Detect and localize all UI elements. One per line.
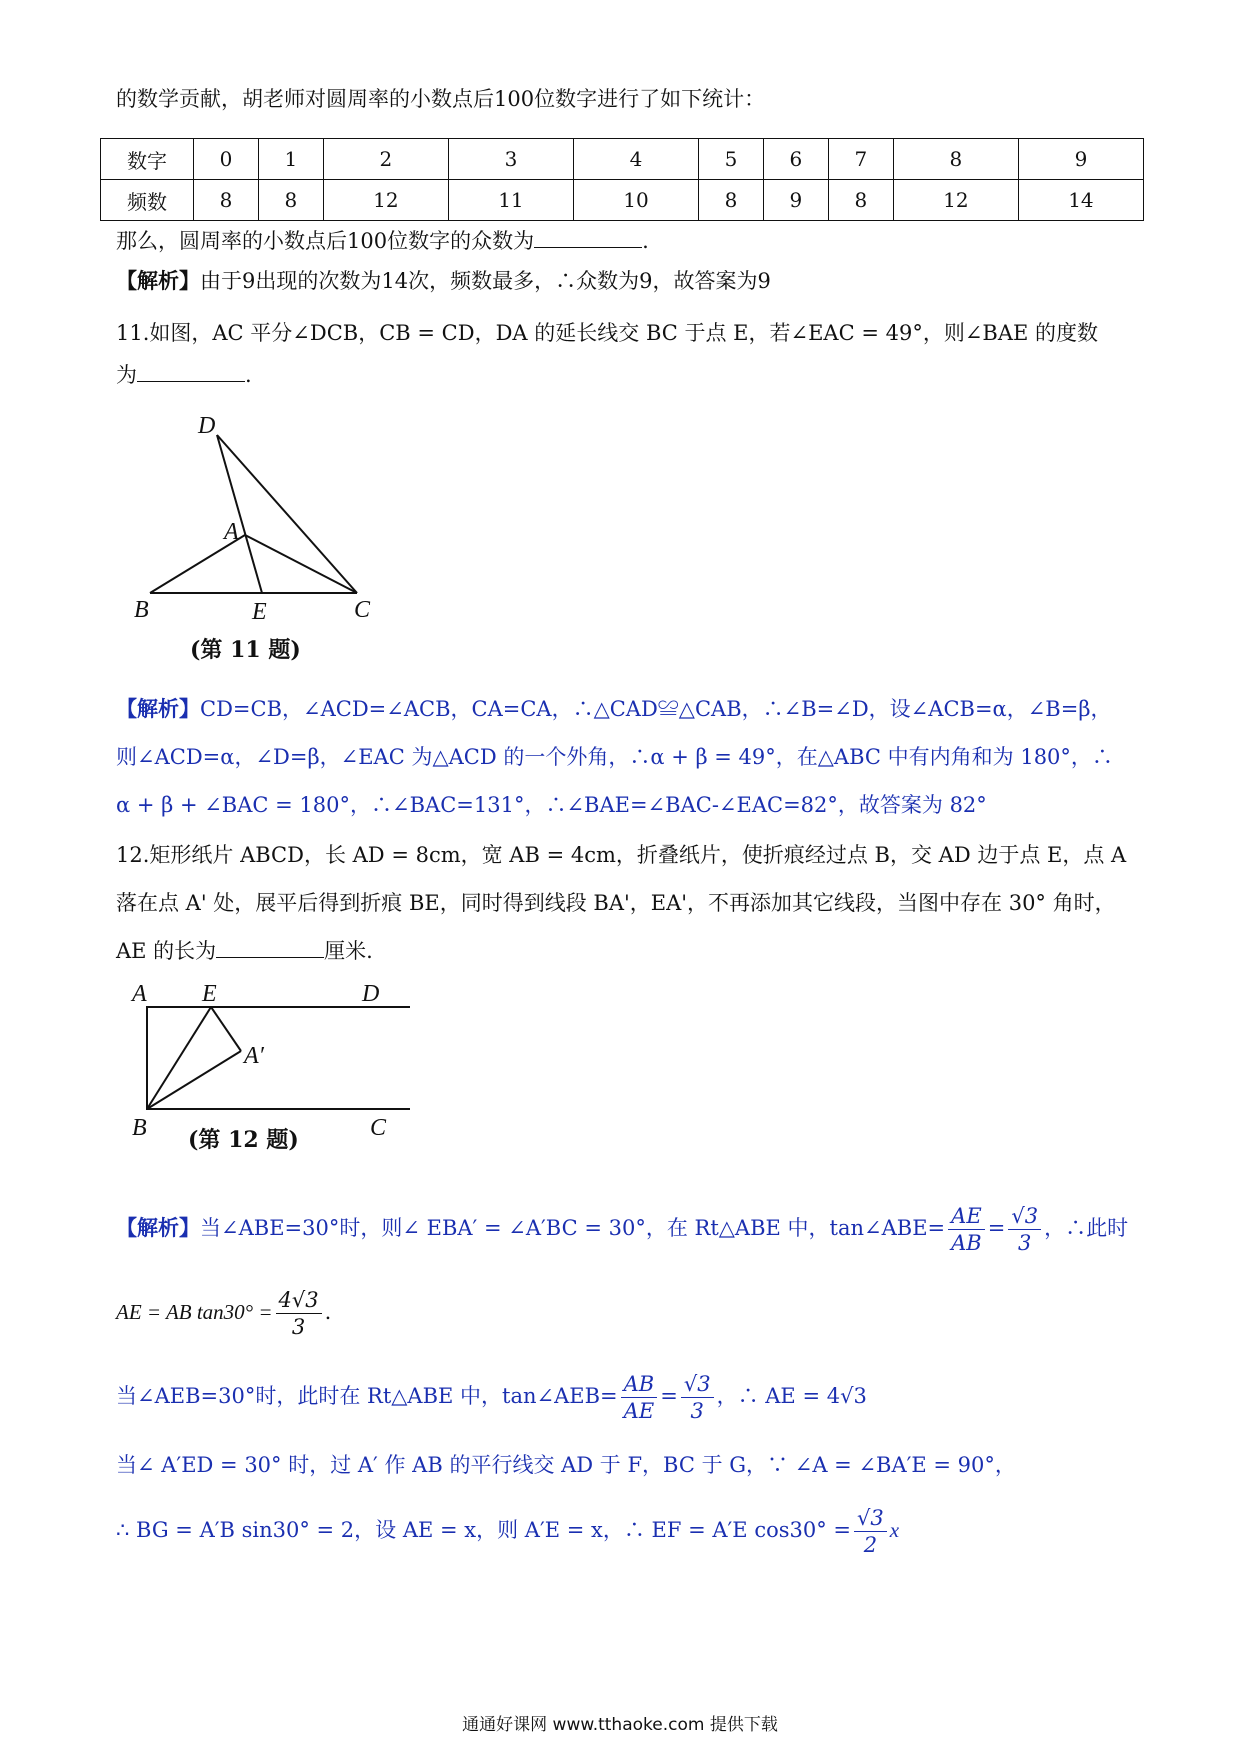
answer-blank [137,380,245,382]
fraction-denominator: 3 [1018,1231,1032,1255]
table-cell: 10 [573,180,698,221]
fraction-denominator: 3 [690,1399,704,1423]
fraction-numerator: AB [621,1371,658,1398]
q12-analysis-line4: 当∠ A′ED = 30° 时，过 A′ 作 AB 的平行线交 AD 于 F，BC 于 G，∵ ∠A = ∠BA′E = 90°， [116,1453,1016,1477]
fraction-numerator: 4√3 [276,1287,322,1314]
q10-question [116,226,649,256]
q12-question-line2: 落在点 A' 处，展平后得到折痕 BE，同时得到线段 BA'，EA'，不再添加其它线段，当图中存在 30° 角时， [116,891,1116,915]
equals-sign: = [987,1216,1006,1240]
table-row-digits [101,139,1144,180]
fraction-numerator: AE [948,1203,985,1230]
q10-analysis-text: 由于9出现的次数为14次，频数最多，∴众数为9，故答案为9 [200,269,771,293]
fraction-numerator: √3 [1008,1203,1041,1230]
q11-analysis-line3: α + β + ∠BAC = 180°，∴∠BAC=131°，∴∠BAE=∠BAC-∠EAC=82°，故答案为 82° [116,793,987,817]
fraction-numerator: √3 [854,1505,887,1532]
equals-sign: = [660,1384,678,1408]
q12-prefix: AE 的长为 [116,939,217,963]
q10-question-text: 那么，圆周率的小数点后100位数字的众数为 [116,229,535,253]
formula-ae: AE = AB tan30° = [116,1300,273,1324]
q11-question-line2 [116,360,252,390]
fraction-ae-over-ab [948,1203,985,1256]
label-a: A [132,981,147,1007]
period: . [324,1300,332,1324]
segment-ac [245,535,357,593]
fraction-denominator: AB [951,1231,982,1255]
table-cell: 0 [194,139,259,180]
table-cell: 8 [828,180,893,221]
q10-period: . [642,229,649,253]
label-b: B [134,597,149,623]
q12-analysis-text1: 当∠ABE=30°时，则∠ EBA′ = ∠A′BC = 30°，在 Rt△ABE 中，tan∠ABE= [200,1216,946,1240]
rectangle-abcd [147,1007,410,1109]
segment-de [217,435,262,593]
segment-be [147,1007,211,1109]
q10-analysis [116,266,771,296]
analysis-tag: 【解析】 [116,1215,200,1240]
table-cell: 8 [699,180,764,221]
answer-blank [216,956,324,958]
segment-ea-prime [211,1007,241,1051]
table-cell: 9 [1018,139,1143,180]
table-cell: 6 [763,139,828,180]
figure-q12 [120,975,410,1170]
label-a: A [224,519,239,545]
label-e: E [202,981,217,1007]
label-c: C [354,597,371,623]
label-b: B [132,1115,147,1141]
q12-analysis-line1 [116,1198,1128,1258]
q11-period: . [245,363,252,387]
q12-analysis-line2 [116,1282,331,1342]
segment-ba-prime [147,1051,241,1109]
intro-text: 的数学贡献，胡老师对圆周率的小数点后100位数字进行了如下统计： [116,87,766,111]
table-cell: 2 [323,139,448,180]
fraction-root3-over-2 [854,1505,887,1558]
frequency-table [100,138,1144,221]
table-cell: 8 [893,139,1018,180]
table-cell: 11 [448,180,573,221]
q12-question-line1: 12.矩形纸片 ABCD，长 AD = 8cm，宽 AB = 4cm，折叠纸片，使折痕经过点 B，交 AD 边于点 E，点 A [116,843,1127,867]
q12-analysis-line5 [116,1500,899,1560]
table-row-counts [101,180,1144,221]
table-cell: 7 [828,139,893,180]
q11-prefix: 为 [116,363,137,387]
q12-question-line3 [116,936,373,966]
label-d: D [362,981,380,1007]
q12-analysis-tail1: ，∴此时 [1044,1216,1129,1240]
table-cell: 1 [258,139,323,180]
table-cell: 12 [893,180,1018,221]
fraction-4root3-over-3 [276,1287,322,1340]
page-footer: 通通好课网 www.tthaoke.com 提供下载 [462,1715,778,1735]
fraction-denominator: 3 [291,1315,306,1339]
table-cell: 5 [699,139,764,180]
q12-unit: 厘米. [324,939,373,963]
analysis-tag: 【解析】 [116,696,200,721]
figure-caption: (第 11 题) [190,637,301,663]
table-header-digit: 数字 [101,139,194,180]
fraction-root3-over-3 [1008,1203,1041,1256]
segment-dc [217,435,357,593]
fraction-denominator: 2 [863,1533,878,1557]
table-cell: 14 [1018,180,1143,221]
figure-q11 [120,405,400,670]
label-e: E [252,599,267,625]
table-cell: 3 [448,139,573,180]
fraction-ab-over-ae [621,1371,658,1424]
variable-x: x [889,1518,900,1542]
q12-analysis-tail3: ，∴ AE = 4√3 [716,1384,867,1408]
fraction-root3-over-3 [681,1371,714,1424]
label-a-prime: A′ [244,1043,264,1069]
q12-analysis-text5: ∴ BG = A′B sin30° = 2，设 AE = x，则 A′E = x，∴ EF = A′E cos30° = [116,1518,851,1542]
table-cell: 8 [194,180,259,221]
q11-analysis-text1: CD=CB，∠ACD=∠ACB，CA=CA，∴△CAD≌△CAB，∴∠B=∠D，设∠ACB=α，∠B=β， [200,697,1112,721]
table-cell: 4 [573,139,698,180]
analysis-tag: 【解析】 [116,268,200,293]
q12-analysis-text3: 当∠AEB=30°时，此时在 Rt△ABE 中，tan∠AEB= [116,1384,618,1408]
table-cell: 9 [763,180,828,221]
fraction-numerator: √3 [681,1371,714,1398]
q11-question-line1: 11.如图，AC 平分∠DCB，CB = CD，DA 的延长线交 BC 于点 E，若∠EAC = 49°，则∠BAE 的度数 [116,321,1099,345]
table-header-frequency: 频数 [101,180,194,221]
label-c: C [370,1115,387,1141]
table-cell: 8 [258,180,323,221]
figure-caption: (第 12 题) [188,1127,299,1153]
label-d: D [198,413,216,439]
fraction-denominator: AE [623,1399,655,1423]
q11-analysis-line1 [116,694,1111,724]
answer-blank [534,246,642,248]
table-cell: 12 [323,180,448,221]
q11-analysis-line2: 则∠ACD=α，∠D=β，∠EAC 为△ACD 的一个外角，∴α + β = 49°，在△ABC 中有内角和为 180°，∴ [116,745,1113,769]
q12-analysis-line3 [116,1366,867,1426]
